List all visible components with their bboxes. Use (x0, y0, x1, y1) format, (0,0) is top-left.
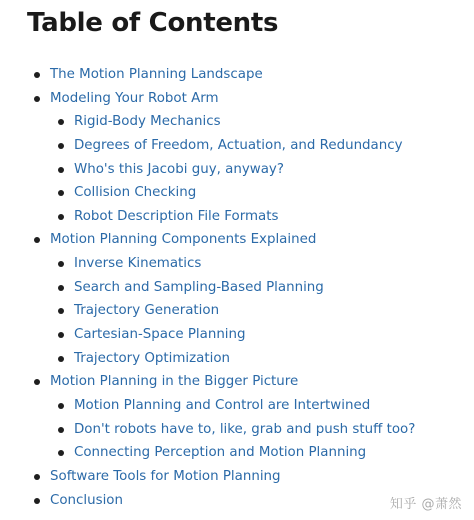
toc-sublink[interactable]: Connecting Perception and Motion Planning (74, 445, 367, 461)
toc-sublink[interactable]: Robot Description File Formats (74, 208, 279, 224)
toc-link[interactable]: Software Tools for Motion Planning (50, 468, 281, 484)
bullet-icon (34, 96, 40, 102)
bullet-icon (34, 237, 40, 243)
toc-link[interactable]: Motion Planning in the Bigger Picture (50, 374, 299, 390)
toc-link[interactable]: The Motion Planning Landscape (50, 67, 263, 82)
bullet-icon (58, 190, 64, 196)
bullet-icon (34, 72, 40, 78)
toc-sublink[interactable]: Inverse Kinematics (74, 256, 202, 272)
toc-sublink[interactable]: Search and Sampling-Based Planning (74, 279, 324, 295)
bullet-icon (58, 119, 64, 125)
bullet-icon (58, 332, 64, 338)
bullet-icon (58, 450, 64, 456)
toc-sublink[interactable]: Rigid-Body Mechanics (74, 114, 221, 130)
toc-link[interactable]: Conclusion (50, 492, 123, 508)
bullet-icon (58, 285, 64, 291)
toc-sublink[interactable]: Don't robots have to, like, grab and push stuff too? (74, 421, 416, 437)
toc-sublink[interactable]: Degrees of Freedom, Actuation, and Redundancy (74, 137, 403, 153)
bullet-icon (58, 214, 64, 220)
bullet-icon (58, 143, 64, 149)
bullet-icon (58, 403, 64, 409)
toc-sublink[interactable]: Who's this Jacobi guy, anyway? (74, 161, 284, 177)
bullet-icon (58, 308, 64, 314)
toc-sublink[interactable]: Cartesian-Space Planning (74, 327, 246, 343)
toc-sublink[interactable]: Motion Planning and Control are Intertwined (74, 397, 371, 413)
bullet-icon (58, 261, 64, 267)
bullet-icon (34, 474, 40, 480)
bullet-icon (58, 356, 64, 362)
toc-sublink[interactable]: Trajectory Optimization (74, 350, 231, 366)
page-title: Table of Contents (27, 8, 279, 38)
bullet-icon (34, 379, 40, 385)
watermark: 知乎 @萧然 (389, 497, 462, 512)
toc-link[interactable]: Modeling Your Robot Arm (50, 90, 219, 106)
toc-link[interactable]: Motion Planning Components Explained (50, 232, 317, 248)
bullet-icon (58, 427, 64, 433)
bullet-icon (34, 498, 40, 504)
bullet-icon (58, 167, 64, 173)
toc-sublink[interactable]: Collision Checking (74, 185, 197, 201)
toc-sublink[interactable]: Trajectory Generation (74, 303, 220, 319)
